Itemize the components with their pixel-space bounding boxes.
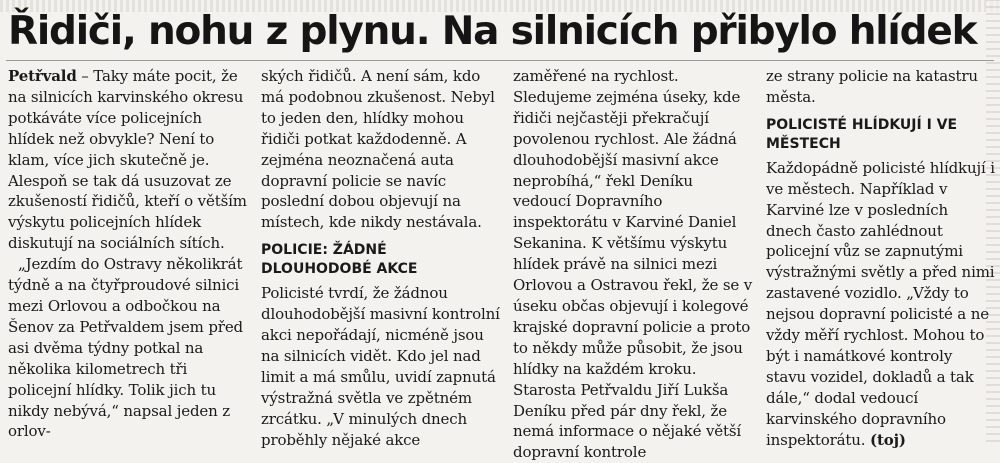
article-column-1 — [8, 66, 248, 442]
body-paragraph: zaměřené na rychlost. Sledujeme zejména úseky, kde řidiči nejčastěji překračují povolenou rychlost. Ale žádná dlouhodobější masivní akce neprobíhá,“ řekl Deníku vedoucí Dopravního inspektorátu v Karviné Daniel Sekanina. K většímu výskytu hlídek právě na silnici mezi Orlovou a Ostravou řekl, že se v úseku občas objevují i kolegové krajské dopravní policie a proto to někdy může působit, že jsou hlídky na každém kroku. Starosta Petřvaldu Jiří Lukša Deníku před pár dny řekl, že nemá informace o nějaké větší dopravní kontrole — [513, 67, 753, 462]
body-paragraph: ze strany policie na katastru města. — [766, 67, 978, 106]
article-headline: Řidiči, nohu z plynu. Na silnicích přibylo hlídek — [8, 9, 977, 54]
article-column-2 — [261, 66, 501, 449]
headline-rule — [6, 60, 994, 61]
author-signature: (toj) — [870, 430, 906, 449]
dateline: Petřvald — [8, 67, 77, 85]
body-paragraph: ských řidičů. A není sám, kdo má podobnou zkušenost. Nebyl to jeden den, hlídky mohou řidiči potkat každodenně. A zejména neoznačená auta dopravní policie se navíc poslední dobou objevují na místech, kde nikdy nestávala. — [261, 67, 495, 232]
closing-paragraph — [766, 158, 996, 451]
closing-text: Každopádně policisté hlídkují i ve městech. Například v Karviné lze v posledních dnech často zahlédnout policejní vůz se zapnutými výstražnými světly a před nimi zastavené vozidlo. „Vždy to nejsou dopravní policisté a ne vždy měří rychlost. Mohou to být i namátkové kontroly stavu vozidel, dokladů a tak dále,“ dodal vedoucí karvinského dopravního inspektorátu. — [766, 158, 995, 449]
lead-text: – Taky máte pocit, že na silnicích karvinského okresu potkáváte více policejních hlídek než obvykle? Není to klam, více jich skutečně je. Alespoň se tak dá usuzovat ze zkušeností řidičů, kteří o větším výskytu policejních hlídek diskutují na sociálních sítích. — [8, 67, 247, 253]
subheading-cities: POLICISTÉ HLÍDKUJÍ I VE MĚSTECH — [766, 116, 958, 152]
lead-paragraph — [8, 66, 248, 254]
article-column-3 — [513, 66, 753, 462]
subheading-police: POLICIE: ŽÁDNÉ DLOUHODOBÉ AKCE — [261, 242, 418, 278]
body-paragraph: Policisté tvrdí, že žádnou dlouhodobější masivní kontrolní akci nepořádají, nicméně jsou na silnicích vidět. Kdo jel nad limit a má smůlu, uvidí zapnutá výstražná světla ve zpětném zrcátku. „V minulých dnech proběhly nějaké akce — [261, 284, 500, 449]
article-column-4 — [766, 66, 996, 449]
quote-paragraph: „Jezdím do Ostravy několikrát týdně a na čtyřproudové silnici mezi Orlovou a odbočkou na Šenov za Petřvaldem jsem před asi dvěma týdny potkal na několika kilometrech tři policejní hlídky. Tolik jich tu nikdy nebývá,“ napsal jeden z orlov- — [8, 255, 243, 441]
